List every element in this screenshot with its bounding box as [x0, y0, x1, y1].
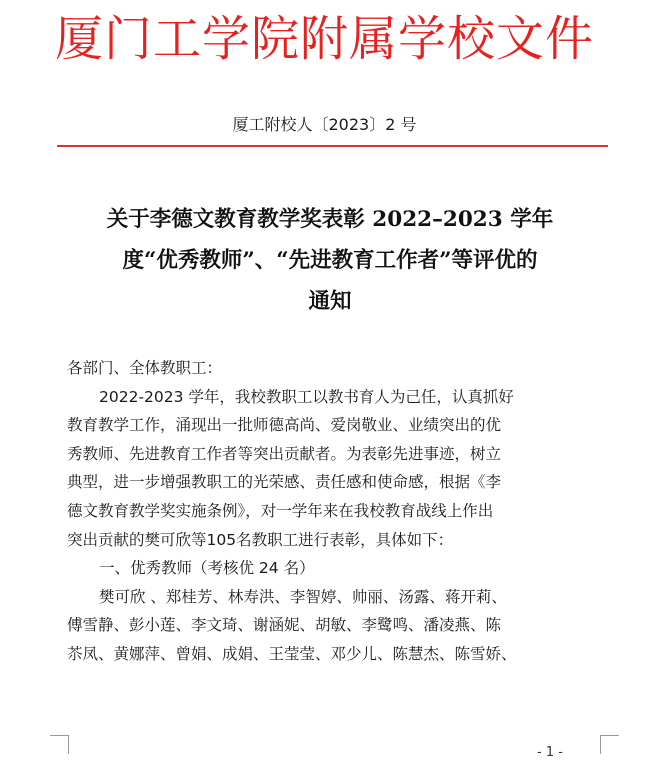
issuing-authority-header: 厦门工学院附属学校文件 — [54, 11, 594, 67]
page-number: - 1 - — [537, 745, 563, 760]
intro-line-1: 2022-2023 学年，我校教职工以教书育人为己任，认真抓好 — [99, 387, 514, 406]
name-list-line-1: 樊可欣 、郑桂芳、林寿洪、李智婷、帅丽、汤露、蒋开莉、 — [99, 587, 507, 606]
document-number: 厦工附校人〔2023〕2 号 — [232, 115, 417, 134]
margin-corner-mark-right — [600, 735, 619, 754]
name-list-line-3: 苶凤、黄娜萍、曾娟、成娟、王莹莹、邓少儿、陈慧杰、陈雪娇、 — [67, 644, 517, 663]
notice-title — [60, 199, 600, 322]
intro-line-4: 典型，进一步增强教职工的光荣感、责任感和使命感，根据《李 — [67, 473, 502, 492]
intro-line-5: 德文教育教学奖实施条例》，对一学年来在我校教育战线上作出 — [67, 501, 494, 520]
notice-title-line-2: 度“优秀教师”、“先进教育工作者”等评优的 — [122, 248, 538, 273]
red-divider-line — [57, 145, 608, 147]
notice-body — [67, 354, 605, 669]
margin-corner-mark-left — [50, 735, 69, 754]
intro-line-3: 秀教师、先进教育工作者等突出贡献者。为表彰先进事迹，树立 — [67, 444, 502, 463]
salutation: 各部门、全体教职工： — [67, 359, 223, 377]
intro-line-6: 突出贡献的樊可欣等105名教职工进行表彰，具体如下： — [67, 530, 454, 549]
section-heading-excellent-teachers: 一、优秀教师（考核优 24 名） — [99, 559, 315, 578]
name-list-line-2: 傅雪静、彭小莲、李文琦、谢涵妮、胡敏、李鹭鸣、潘凌燕、陈 — [67, 616, 502, 635]
intro-line-2: 教育教学工作，涌现出一批师德高尚、爱岗敬业、业绩突出的优 — [67, 416, 502, 435]
notice-title-line-1: 关于李德文教育教学奖表彰 2022–2023 学年 — [106, 207, 554, 232]
notice-title-line-3: 通知 — [308, 289, 352, 314]
